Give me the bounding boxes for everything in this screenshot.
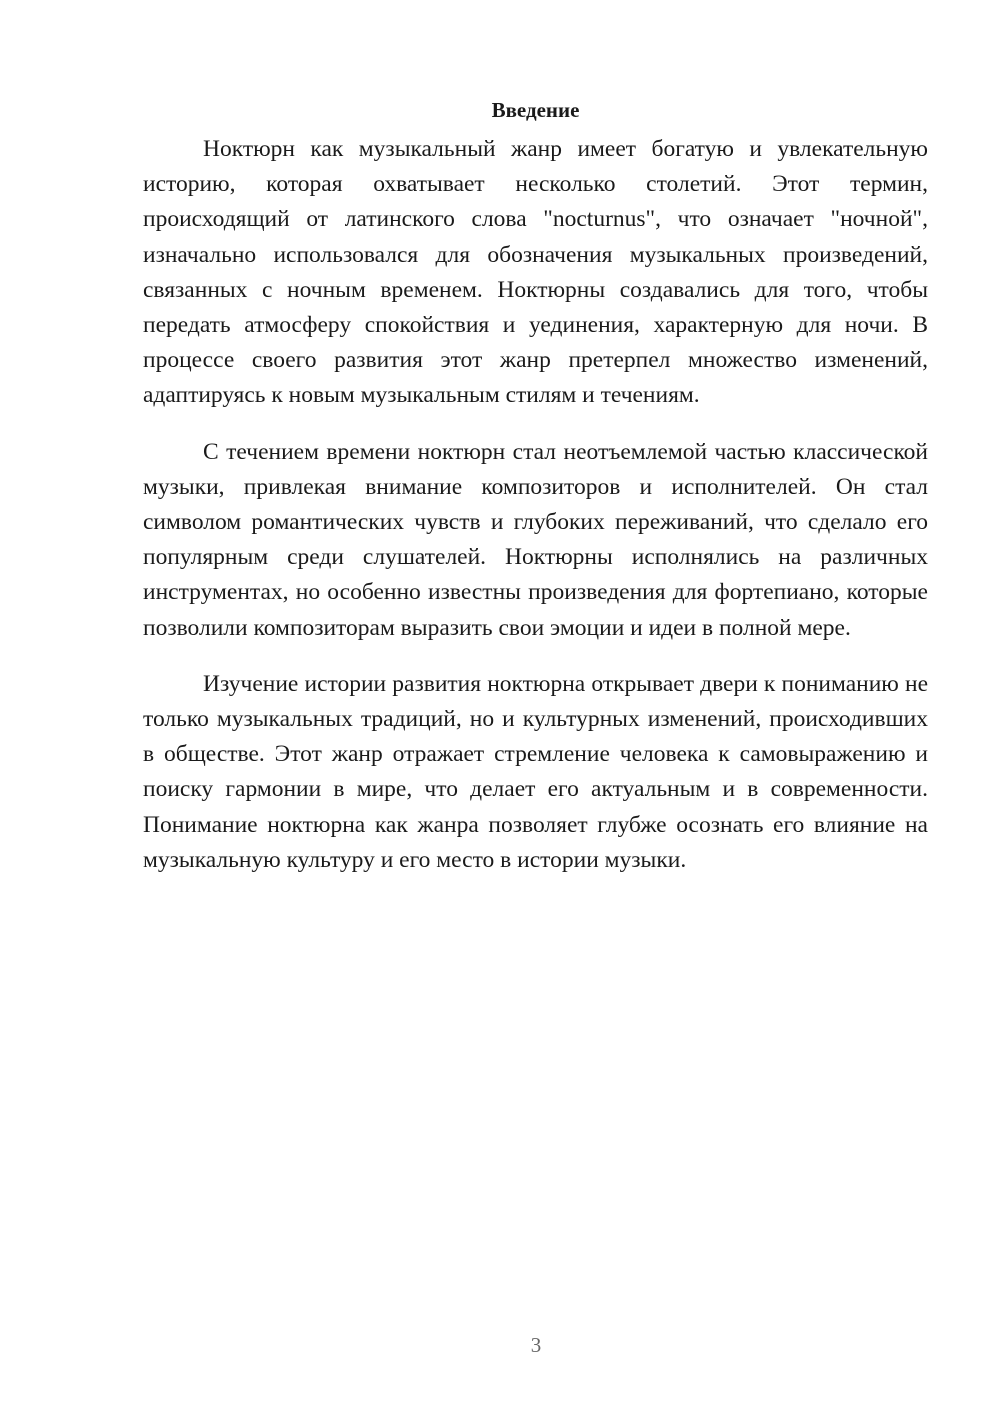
- paragraph-1: Ноктюрн как музыкальный жанр имеет богатую и увлекательную историю, которая охватывает несколько столетий. Этот термин, происходящий от латинского слова "nocturnus", что означает "ночной", изначально использовался для обозначения музыкальных произведений, связанных с ночным временем. Ноктюрны создавались для того, чтобы передать атмосферу спокойствия и уединения, характерную для ночи. В процессе своего развития этот жанр претерпел множество изменений, адаптируясь к новым музыкальным стилям и течениям.: [143, 136, 928, 409]
- paragraph-2: С течением времени ноктюрн стал неотъемлемой частью классической музыки, привлекая внимание композиторов и исполнителей. Он стал символом романтических чувств и глубоких переживаний, что сделало его популярным среди слушателей. Ноктюрны исполнялись на различных инструментах, но особенно известны произведения для фортепиано, которые позволили композиторам выразить свои эмоции и идеи в полной мере.: [143, 438, 928, 641]
- paragraph-3: Изучение истории развития ноктюрна открывает двери к пониманию не только музыкальных традиций, но и культурных изменений, происходивших в обществе. Этот жанр отражает стремление человека к самовыражению и поиску гармонии в мире, что делает его актуальным и в современности. Понимание ноктюрна как жанра позволяет глубже осознать его влияние на музыкальную культуру и его место в истории музыки.: [143, 670, 928, 873]
- section-title: Введение: [491, 98, 580, 122]
- page-content: [143, 92, 928, 899]
- page-number: 3: [530, 1333, 542, 1357]
